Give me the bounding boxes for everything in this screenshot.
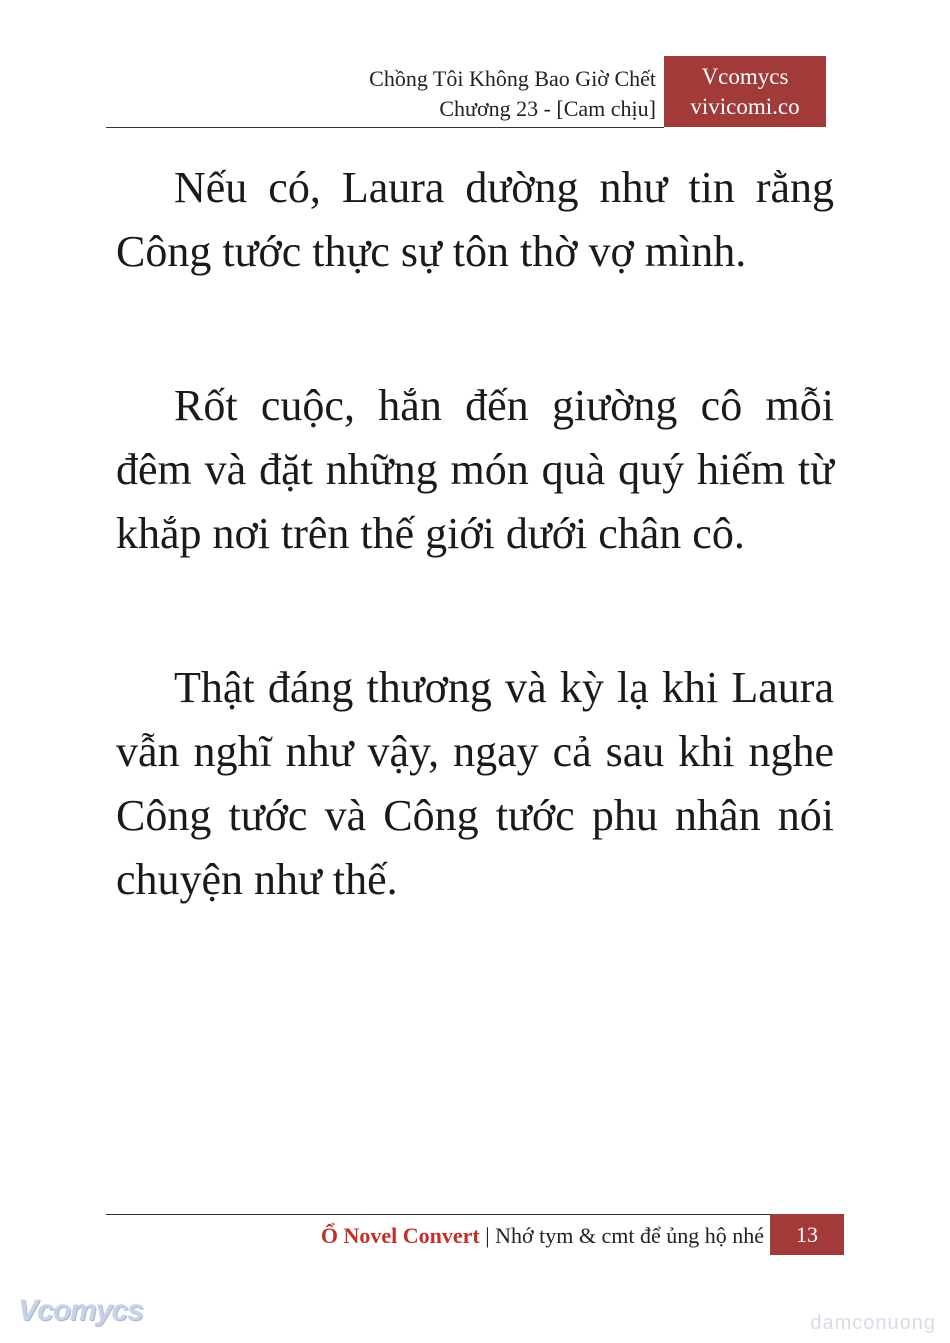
footer-text <box>321 1221 764 1251</box>
chapter-title: Chương 23 - [Cam chịu] <box>439 96 656 121</box>
paragraph-3: Thật đáng thương và kỳ lạ khi Laura vẫn nghĩ như vậy, ngay cả sau khi nghe Công tước và Công tước phu nhân nói chuyện như thế. <box>116 663 834 904</box>
header-divider <box>106 127 664 128</box>
footer-divider <box>106 1214 770 1215</box>
paragraph-2: Rốt cuộc, hắn đến giường cô mỗi đêm và đặt những món quà quý hiếm từ khắp nơi trên thế giới dưới chân cô. <box>116 381 834 558</box>
book-title: Chồng Tôi Không Bao Giờ Chết <box>369 66 656 91</box>
footer-message: Nhớ tym & cmt để ủng hộ nhé <box>495 1223 764 1248</box>
brand-site: vivicomi.co <box>690 94 800 119</box>
page-content <box>116 156 834 912</box>
site-watermark: damconuong <box>810 1312 936 1334</box>
paragraph-1: Nếu có, Laura dường như tin rằng Công tước thực sự tôn thờ vợ mình. <box>116 163 834 276</box>
vcomycs-logo: Vcomycs <box>18 1294 143 1327</box>
footer-separator: | <box>479 1223 496 1248</box>
header-brand-box <box>664 56 826 127</box>
page-number: 13 <box>770 1214 844 1255</box>
brand-name: Vcomycs <box>701 64 789 89</box>
header-text <box>369 64 656 124</box>
page-header <box>106 56 826 128</box>
footer-brand: Ổ Novel Convert <box>320 1223 480 1248</box>
